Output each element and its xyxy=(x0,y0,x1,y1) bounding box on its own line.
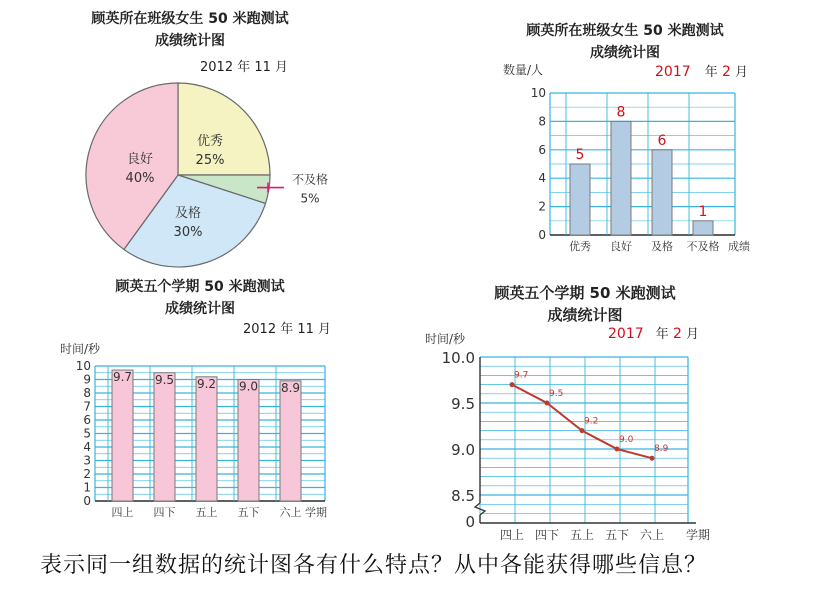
y-tick-label: 10.0 xyxy=(441,349,475,367)
bar-value-label: 9.0 xyxy=(238,379,259,394)
pie-slice-name: 优秀 xyxy=(196,134,224,149)
y-tick-label: 3 xyxy=(83,453,91,468)
line-chart-date-year: 2017 xyxy=(608,326,644,342)
data-point xyxy=(650,456,655,461)
line-chart-title-line2: 成绩统计图 xyxy=(547,306,623,324)
bar xyxy=(112,370,133,501)
y-axis-label: 数量/人 xyxy=(503,63,544,77)
y-tick-label: 8 xyxy=(83,386,91,400)
x-tick-label: 六上 xyxy=(279,506,302,519)
count-bar-chart-date-year-unit: 年 xyxy=(704,65,718,80)
data-label: 9.0 xyxy=(619,435,634,445)
x-tick-label: 四下 xyxy=(534,528,560,542)
y-tick-label: 4 xyxy=(538,171,546,186)
time-bar-chart-date: 2012 年 11 月 xyxy=(243,322,332,337)
bar xyxy=(154,373,175,501)
data-point xyxy=(545,401,550,406)
y-tick-label: 1 xyxy=(83,480,91,495)
bar-value-label: 1 xyxy=(698,203,708,220)
bar-value-label: 9.7 xyxy=(112,370,133,385)
count-bar-chart-date-month: 2 xyxy=(721,64,731,80)
y-tick-label: 6 xyxy=(83,413,91,427)
bar xyxy=(196,377,217,501)
line-chart-title-line1: 顾英五个学期 50 米跑测试 xyxy=(494,284,676,302)
bar xyxy=(693,221,713,235)
pie-slice-percent: 5% xyxy=(300,191,320,206)
pie-chart-title-line1: 顾英所在班级女生 50 米跑测试 xyxy=(91,11,289,27)
y-tick-label: 9 xyxy=(83,372,91,387)
data-label: 8.9 xyxy=(654,444,669,455)
y-tick-label: 10 xyxy=(530,86,546,100)
count-bar-chart-title-line1: 顾英所在班级女生 50 米跑测试 xyxy=(526,23,724,39)
x-tick-label: 不及格 xyxy=(686,240,720,253)
count-bar-chart-date-year: 2017 xyxy=(655,64,691,80)
line-chart-date-year-unit: 年 xyxy=(655,327,669,342)
data-point xyxy=(510,382,515,387)
x-tick-label: 四上 xyxy=(499,528,525,542)
pie-slice-percent: 40% xyxy=(125,171,155,186)
y-tick-label: 4 xyxy=(83,440,91,454)
data-label: 9.5 xyxy=(549,389,564,399)
x-tick-label: 五上 xyxy=(569,528,595,542)
pie-chart-title-line2: 成绩统计图 xyxy=(155,33,225,49)
x-tick-label: 优秀 xyxy=(569,240,591,253)
question-text: 表示同一组数据的统计图各有什么特点？从中各能获得哪些信息？ xyxy=(40,553,708,578)
bar-value-label: 9.2 xyxy=(196,376,217,391)
y-tick-label: 9.5 xyxy=(451,395,475,413)
pie-slice-percent: 30% xyxy=(173,225,203,240)
y-axis-label: 时间/秒 xyxy=(60,342,101,356)
bar xyxy=(570,164,590,235)
bar xyxy=(652,150,672,235)
y-tick-label: 5 xyxy=(83,426,91,441)
x-tick-label: 及格 xyxy=(651,240,673,253)
pie-chart-date: 2012 年 11 月 xyxy=(200,60,289,75)
pie-slice-percent: 25% xyxy=(195,153,225,168)
time-bar-chart-title-line2: 成绩统计图 xyxy=(165,301,235,317)
pie-slice-name: 不及格 xyxy=(291,172,329,187)
y-axis-label: 时间/秒 xyxy=(425,332,466,346)
y-tick-label: 0 xyxy=(83,494,91,508)
pie-chart xyxy=(60,80,350,270)
bar-value-label: 5 xyxy=(575,147,585,163)
y-tick-label: 0 xyxy=(538,228,546,242)
line-chart xyxy=(420,325,720,550)
bar-value-label: 9.5 xyxy=(154,372,175,387)
pie-slice-name: 及格 xyxy=(174,206,202,221)
y-tick-label: 7 xyxy=(83,399,91,414)
count-bar-chart-date-month-unit: 月 xyxy=(735,65,749,80)
bar xyxy=(611,121,631,235)
x-tick-label: 六上 xyxy=(639,528,665,542)
x-axis-label: 学期 xyxy=(685,528,711,542)
data-point xyxy=(580,428,585,433)
line-chart-date-month: 2 xyxy=(672,326,682,342)
x-tick-label: 四下 xyxy=(153,506,176,519)
y-tick-label: 2 xyxy=(538,199,546,214)
x-tick-label: 良好 xyxy=(610,240,632,253)
data-label: 9.2 xyxy=(584,416,599,427)
y-tick-label: 2 xyxy=(83,467,91,481)
x-tick-label: 四上 xyxy=(111,506,134,519)
pie-slice-name: 良好 xyxy=(126,152,154,167)
y-tick-label: 9.0 xyxy=(451,441,475,459)
y-tick-label: 6 xyxy=(538,142,546,157)
x-tick-label: 五上 xyxy=(195,506,218,519)
x-tick-label: 五下 xyxy=(237,506,260,519)
count-bar-chart xyxy=(495,60,795,260)
data-point xyxy=(615,447,620,452)
bar-value-label: 6 xyxy=(657,132,667,149)
data-label: 9.7 xyxy=(514,370,529,381)
y-tick-label: 10 xyxy=(75,359,91,373)
count-bar-chart-title-line2: 成绩统计图 xyxy=(590,45,660,61)
time-bar-chart-title-line1: 顾英五个学期 50 米跑测试 xyxy=(115,279,285,295)
y-tick-label: 8 xyxy=(538,114,546,129)
bar xyxy=(280,381,301,501)
x-tick-label: 五下 xyxy=(604,528,630,542)
line-chart-date-month-unit: 月 xyxy=(686,327,700,342)
x-axis-label: 成绩 xyxy=(728,240,750,253)
bar-value-label: 8 xyxy=(616,104,626,121)
x-axis-label: 学期 xyxy=(305,506,327,519)
bar-value-label: 8.9 xyxy=(280,380,301,395)
bar xyxy=(238,380,259,502)
y-tick-label: 8.5 xyxy=(451,487,475,505)
time-bar-chart xyxy=(60,336,360,526)
y-zero-label: 0 xyxy=(465,513,475,531)
